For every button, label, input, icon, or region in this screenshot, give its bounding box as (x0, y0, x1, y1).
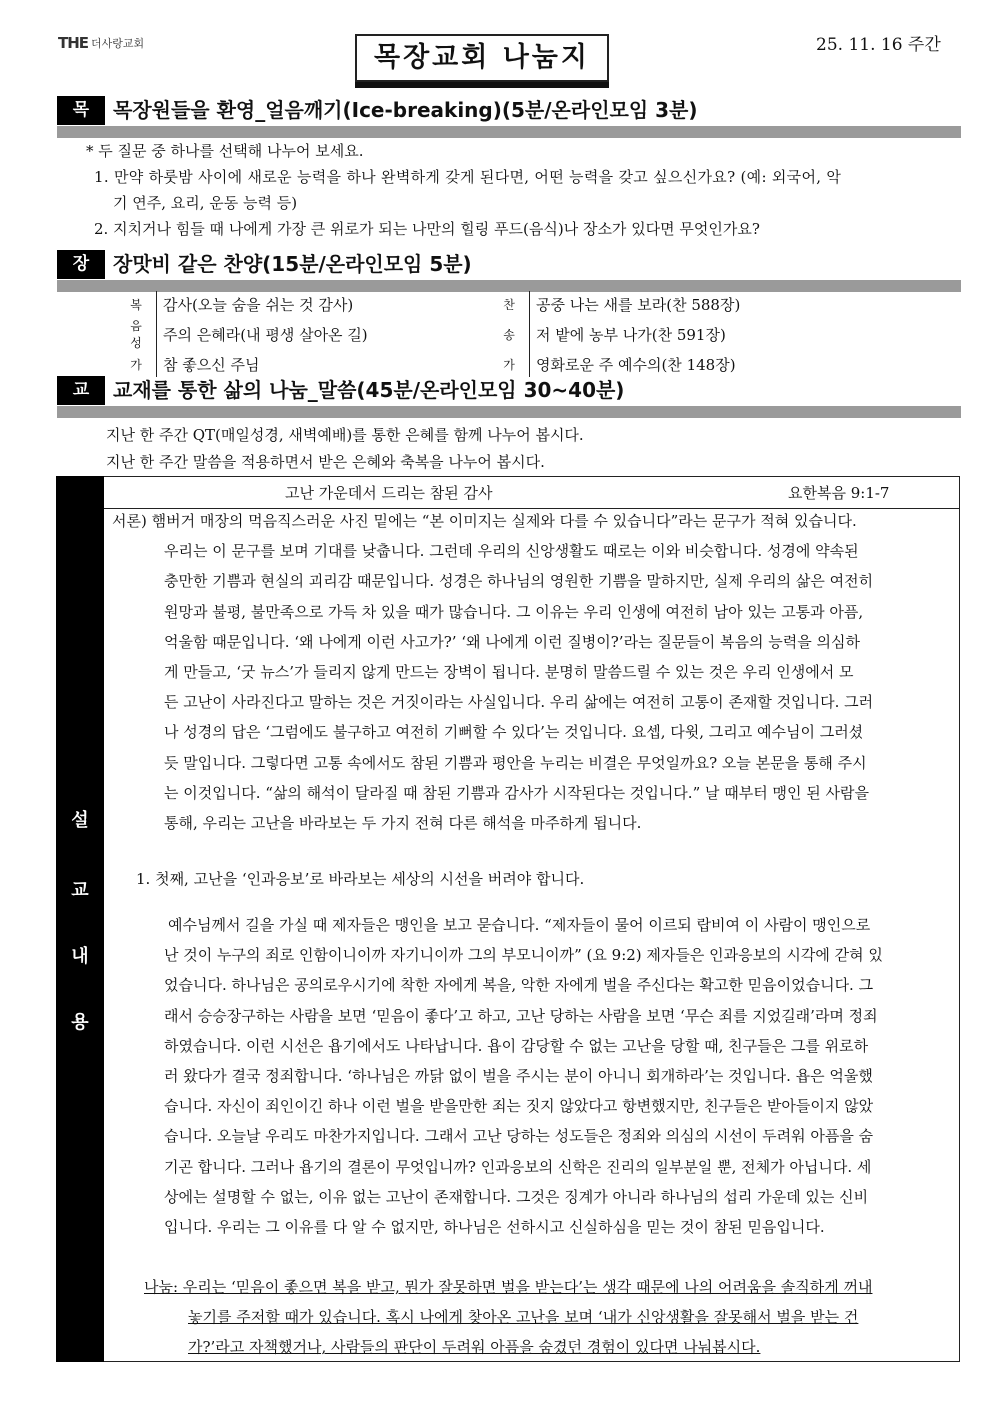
share-line: 가?’라고 자책했거나, 사람들의 판단이 두려워 아픔을 숨겼던 경험이 있다면 나눠봅시다. (188, 1338, 761, 1357)
side-label-char: 설 (71, 810, 89, 831)
share-line: 나눔: 우리는 ‘믿음이 좋으면 복을 받고, 뭔가 잘못하면 벌을 받는다’는 생각 때문에 나의 어려움을 솔직하게 꺼내 (144, 1278, 873, 1296)
logo-text: 더사랑교회 (91, 37, 145, 50)
body-line: 입니다. 우리는 그 이유를 다 알 수 없지만, 하나님은 선하시고 신실하심을 믿는 것이 참된 믿음입니다. (164, 1218, 825, 1237)
intro-line: 나 성경의 답은 ‘그럼에도 불구하고 여전히 기뻐할 수 있다’는 것입니다. 요셉, 다윗, 그리고 예수님이 그러셨 (164, 723, 864, 742)
sermon-title: 고난 가운데서 드리는 참된 감사 (285, 484, 493, 502)
section-heading: 교재를 통한 삶의 나눔_말씀(45분/온라인모임 30~40분) (113, 378, 625, 402)
sharing-line-2: 지난 한 주간 말씀을 적용하면서 받은 은혜와 축복을 나누어 봅시다. (106, 453, 545, 471)
intro-line: 원망과 불평, 불만족으로 가득 차 있을 때가 많습니다. 그 이유는 우리 인생에 여전히 남아 있는 고통과 아픔, (164, 602, 864, 621)
sermon-side-column (56, 476, 104, 1362)
sermon-intro (112, 506, 956, 838)
question-2: 2. 지치거나 힘들 때 나에게 가장 큰 위로가 되는 나만의 힐링 푸드(음식)나 장소가 있다면 무엇인가요? (94, 220, 760, 238)
intro-line: 통해, 우리는 고난을 바라보는 두 가지 전혀 다른 해석을 마주하게 됩니다. (164, 814, 642, 833)
song-item: 공중 나는 새를 보라(찬 588장) (530, 291, 809, 317)
hymn-label: 찬 (503, 297, 515, 312)
section-heading: 장맛비 같은 찬양(15분/온라인모임 5분) (113, 252, 472, 276)
intro-line: 충만한 기쁨과 현실의 괴리감 때문입니다. 성경은 하나님의 영원한 기쁨을 말하지만, 실제 우리의 삶은 여전히 (164, 572, 874, 591)
intro-line: 듯 말입니다. 그렇다면 고통 속에서도 참된 기쁨과 평안을 누리는 비결은 무엇일까요? 오늘 본문을 통해 주시 (164, 753, 867, 772)
intro-line: 우리는 이 문구를 보며 기대를 낮춥니다. 그런데 우리의 신앙생활도 때로는 이와 비슷합니다. 성경에 약속된 (164, 542, 859, 561)
section-tag: 목 (57, 96, 105, 125)
body-line: 예수님께서 길을 가실 때 제자들은 맹인을 보고 묻습니다. “제자들이 물어 이르되 랍비여 이 사람이 맹인으로 (168, 916, 871, 934)
section-gyo-header (57, 376, 961, 418)
sermon-point-1: 1. 첫째, 고난을 ‘인과응보’로 바라보는 세상의 시선을 버려야 합니다. (136, 870, 585, 888)
intro-line: 게 만들고, ‘굿 뉴스’가 들리지 않게 만드는 장벽이 됩니다. 분명히 말씀드릴 수 있는 것은 우리 인생에서 모 (164, 663, 854, 682)
share-line: 놓기를 주저할 때가 있습니다. 혹시 나에게 찾아온 고난을 보며 ‘내가 신앙생활을 잘못해서 벌을 받는 건 (188, 1308, 859, 1327)
gospel-label: 복 (130, 297, 142, 312)
section-jang-header (57, 250, 961, 292)
body-line: 하였습니다. 이런 시선은 욥기에서도 나타납니다. 욥이 감당할 수 없는 고난을 당할 때, 친구들은 그를 위로하 (164, 1036, 869, 1055)
section-tag: 교 (57, 376, 105, 405)
song-item: 주의 은혜라(내 평생 살아온 길) (157, 317, 490, 351)
body-line: 상에는 설명할 수 없는, 이유 없는 고난이 존재합니다. 그것은 징계가 아니라 하나님의 섭리 가운데 있는 신비 (164, 1187, 869, 1206)
body-line: 었습니다. 하나님은 공의로우시기에 착한 자에게 복을, 악한 자에게 벌을 주신다는 확고한 믿음이었습니다. 그 (164, 976, 874, 995)
intro-line: 든 고난이 사라진다고 말하는 것은 거짓이라는 사실입니다. 우리 삶에는 여전히 고통이 존재할 것입니다. 그러 (164, 693, 874, 712)
body-line: 난 것이 누구의 죄로 인함이니이까 자기니이까 그의 부모니이까” (요 9:2) 제자들은 인과응보의 시각에 갇혀 있 (164, 946, 883, 965)
section-mok-header (57, 96, 961, 138)
section-note: * 두 질문 중 하나를 선택해 나누어 보세요. (86, 142, 364, 160)
song-item: 영화로운 주 예수의(찬 148장) (530, 351, 809, 377)
sharing-question (144, 1272, 958, 1363)
question-1-cont: 기 연주, 요리, 운동 능력 등) (113, 194, 298, 212)
sermon-body (164, 910, 958, 1242)
church-logo (58, 34, 144, 52)
intro-line: 서론) 햄버거 매장의 먹음직스러운 사진 밑에는 “본 이미지는 실제와 다를 수 있습니다”라는 문구가 적혀 있습니다. (112, 512, 857, 530)
section-heading: 목장원들을 환영_얼음깨기(Ice-breaking)(5분/온라인모임 3분) (113, 98, 698, 122)
body-line: 습니다. 자신이 죄인이긴 하나 이런 벌을 받을만한 죄는 짓지 않았다고 항변했지만, 친구들은 받아들이지 않았 (164, 1097, 874, 1116)
logo-mark: THE (58, 34, 89, 52)
scripture-reference: 요한복음 9:1-7 (788, 484, 890, 502)
song-item: 감사(오늘 숨을 쉬는 것 감사) (157, 291, 490, 317)
section-divider (57, 406, 961, 418)
sharing-line-1: 지난 한 주간 QT(매일성경, 새벽예배)를 통한 은혜를 함께 나누어 봅시다. (106, 426, 584, 444)
song-table: 복 감사(오늘 숨을 쉬는 것 감사) 찬 공중 나는 새를 보라(찬 588장) 음 성 주의 은혜라(내 평생 살아온 길) 송 저 밭에 농부 나가(찬 591장) 가 참 좋으신 주님 가 영화로운 주 예수의(찬 148장) (116, 291, 808, 377)
song-item: 저 밭에 농부 나가(찬 591장) (530, 317, 809, 351)
body-line: 러 왔다가 결국 정죄합니다. ‘하나님은 까닭 없이 벌을 주시는 분이 아니니 회개하라’는 것입니다. 욥은 억울했 (164, 1067, 873, 1086)
page-title: 목장교회 나눔지 (355, 34, 609, 82)
section-divider (57, 126, 961, 138)
body-line: 래서 승승장구하는 사람을 보면 ‘믿음이 좋다’고 하고, 고난 당하는 사람을 보면 ‘무슨 죄를 지었길래’라며 정죄 (164, 1006, 878, 1025)
intro-line: 는 이것입니다. “삶의 해석이 달라질 때 참된 기쁨과 감사가 시작된다는 것입니다.” 날 때부터 맹인 된 사람을 (164, 783, 869, 802)
body-line: 습니다. 오늘날 우리도 마찬가지입니다. 그래서 고난 당하는 성도들은 정죄와 의심의 시선이 두려워 아픔을 숨 (164, 1127, 874, 1146)
section-tag: 장 (57, 250, 105, 279)
side-label-char: 용 (71, 1012, 89, 1033)
week-date: 25. 11. 16 주간 (816, 35, 941, 55)
question-1: 1. 만약 하룻밤 사이에 새로운 능력을 하나 완벽하게 갖게 된다면, 어떤 능력을 갖고 싶으신가요? (예: 외국어, 악 (94, 168, 842, 186)
song-item: 참 좋으신 주님 (157, 351, 490, 377)
intro-line: 억울함 때문입니다. ‘왜 나에게 이런 사고가?’ ‘왜 나에게 이런 질병이?’라는 질문들이 복음의 능력을 의심하 (164, 632, 861, 651)
side-label-char: 내 (71, 946, 89, 967)
side-label-char: 교 (71, 880, 89, 901)
body-line: 기곤 합니다. 그러나 욥기의 결론이 무엇입니까? 인과응보의 신학은 진리의 일부분일 뿐, 전체가 아닙니다. 세 (164, 1157, 872, 1176)
